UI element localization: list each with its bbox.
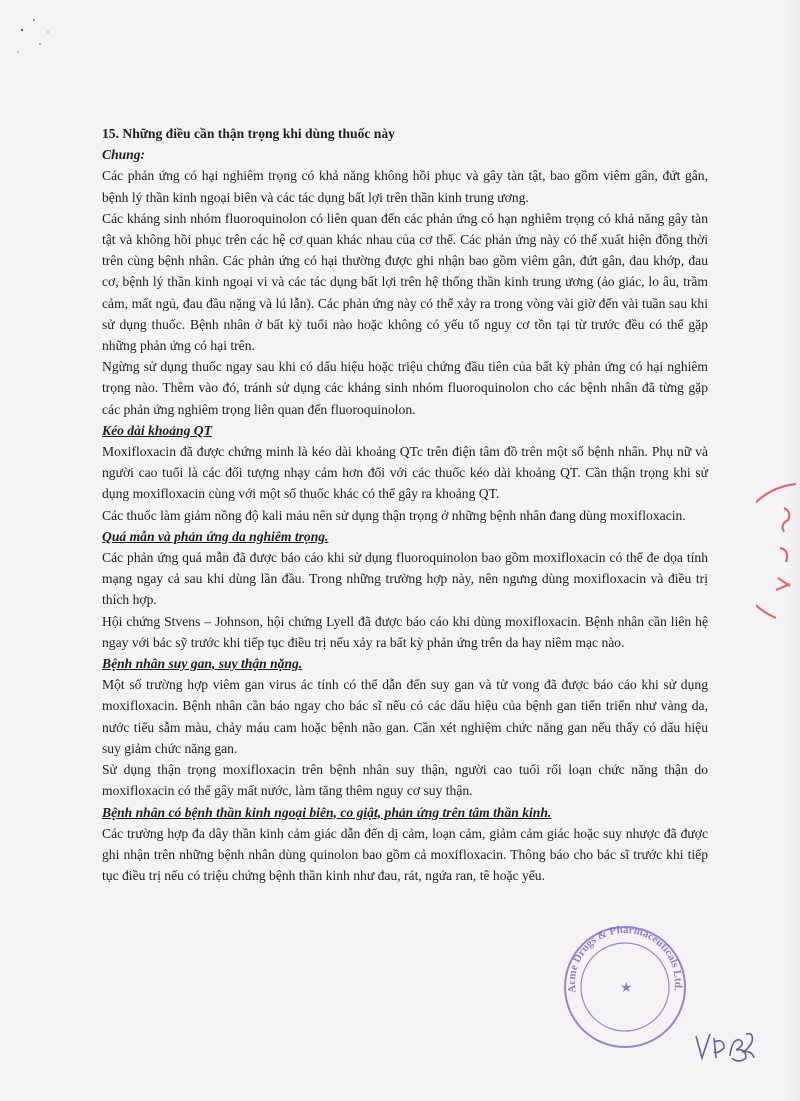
qt-paragraph-1: Moxifloxacin đã được chứng minh là kéo dài khoảng QTc trên điện tâm đồ trên một số bệnh nhân. Phụ nữ và người cao tuổi là các đối tượng nhạy cảm hơn đối với các thuốc kéo dài khoảng QT. Cần thận trọng khi sử dụng moxifloxacin cùng với một số thuốc khác có thể gây ra khoảng QT. — [102, 444, 708, 502]
company-seal — [560, 922, 690, 1052]
general-paragraph-2: Các kháng sinh nhóm fluoroquinolon có liên quan đến các phản ứng có hạn nghiêm trọng có khả năng gây tàn tật và không hồi phục trên các hệ cơ quan khác nhau của cơ thể. Các phản ứng này có thể xuất hiện đồng thời trên cùng bệnh nhân. Các phản ứng có hại thường được ghi nhận bao gồm viêm gân, đứt gân, đau khớp, đau cơ, bệnh lý thần kinh ngoại vi và các tác dụng bất lợi trên hệ thống thần kinh trung ương (ảo giác, lo âu, trầm cảm, mất ngủ, đau đầu nặng và lú lẫn). Các phản ứng này có thể xảy ra trong vòng vài giờ đến vài tuần sau khi sử dụng thuốc. Bệnh nhân ở bất kỳ tuổi nào hoặc không có yếu tố nguy cơ tồn tại từ trước đều có thể gặp những phản ứng có hại trên. — [102, 210, 708, 354]
neuro-paragraph-1: Các trường hợp đa dây thần kinh cảm giác dẫn đến dị cảm, loạn cảm, giảm cảm giác hoặc suy nhược đã được ghi nhận trên những bệnh nhân dùng quinolon bao gồm cả moxifloxacin. Thông báo cho bác sĩ trước khi tiếp tục điều trị nếu có triệu chứng bệnh thần kinh như đau, rát, ngứa ran, tê hoặc yếu. — [102, 825, 708, 884]
section-title: 15. Những điều cần thận trọng khi dùng thuốc này — [102, 126, 395, 141]
side-stamp — [756, 478, 800, 628]
neuro-heading: Bệnh nhân có bệnh thần kinh ngoại biên, co giật, phản ứng trên tâm thần kinh. — [102, 804, 552, 820]
svg-text:Acme Drugs & Pharmaceuticals L: Acme Drugs & Pharmaceuticals Ltd. — [565, 923, 685, 994]
liver-kidney-paragraph-2: Sử dụng thận trọng moxifloxacin trên bệnh nhân suy thận, người cao tuổi rối loạn chức năng thận do moxifloxacin có thể gây mất nước, làm tăng thêm nguy cơ suy thận. — [102, 762, 708, 799]
svg-text:★: ★ — [620, 981, 633, 996]
hypersensitivity-paragraph-2: Hội chứng Stvens – Johnson, hội chứng Lyell đã được báo cáo khi dùng moxifloxacin. Bệnh nhân cần liên hệ ngay với bác sỹ trước khi tiếp tục điều trị nếu xảy ra bất kỳ phản ứng trên da hay niêm mạc nào. — [102, 613, 708, 650]
document-body — [102, 123, 708, 886]
hypersensitivity-paragraph-1: Các phản ứng quá mẫn đã được báo cáo khi sử dụng fluoroquinolon bao gồm moxifloxacin có thể đe dọa tính mạng ngay cả sau khi dùng lần đầu. Trong những trường hợp này, nên ngưng dùng moxifloxacin và điều trị thích hợp. — [102, 550, 708, 608]
general-heading: Chung: — [102, 147, 146, 163]
general-paragraph-1: Các phản ứng có hại nghiêm trọng có khả năng không hồi phục và gây tàn tật, bao gồm viêm gân, đứt gân, bệnh lý thần kinh ngoại biên và các tác dụng bất lợi trên thần kinh trung ương. — [102, 168, 708, 205]
liver-kidney-paragraph-1: Một số trường hợp viêm gan virus ác tính có thể dẫn đến suy gan và tử vong đã được báo cáo khi sử dụng moxifloxacin. Bệnh nhân cần báo ngay cho bác sĩ nếu có các dấu hiệu của bệnh gan tiến triển như vàng da, nước tiểu sẫm màu, chảy máu cam hoặc bệnh não gan. Cần xét nghiệm chức năng gan nếu thấy có dấu hiệu suy giảm chức năng gan. — [102, 677, 708, 756]
handwritten-signature — [692, 1028, 762, 1068]
liver-kidney-heading: Bệnh nhân suy gan, suy thận nặng. — [102, 656, 303, 672]
qt-heading: Kéo dài khoảng QT — [102, 422, 212, 438]
qt-paragraph-2: Các thuốc làm giảm nồng độ kali máu nên sử dụng thận trọng ở những bệnh nhân đang dùng moxifloxacin. — [102, 507, 686, 523]
general-paragraph-3: Ngừng sử dụng thuốc ngay sau khi có dấu hiệu hoặc triệu chứng đầu tiên của bất kỳ phản ứng có hại nghiêm trọng nào. Thêm vào đó, tránh sử dụng các kháng sinh nhóm fluoroquinolon cho các bệnh nhân đã từng gặp các phản ứng nghiêm trọng liên quan đến fluoroquinolon. — [102, 359, 708, 417]
hypersensitivity-heading: Quá mẫn và phản ứng da nghiêm trọng. — [102, 528, 329, 544]
scan-specks — [0, 0, 80, 70]
